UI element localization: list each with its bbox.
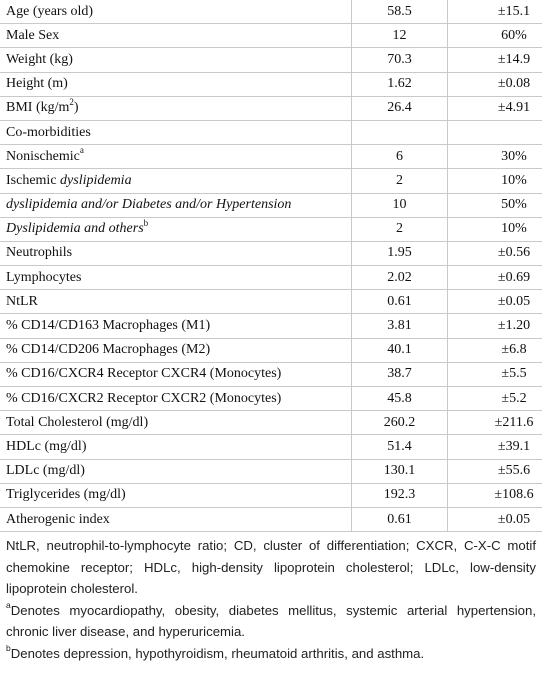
footnote-mark: b: [6, 643, 11, 654]
table-row: [0, 24, 542, 48]
table-row: [0, 72, 542, 96]
footnote-mark: a: [6, 600, 11, 611]
row-label: Ischemic dyslipidemia: [0, 169, 352, 193]
row-value: 130.1: [352, 459, 448, 483]
row-spread: ±14.9: [448, 48, 542, 72]
row-label: Lymphocytes: [0, 266, 352, 290]
row-label: Neutrophils: [0, 241, 352, 265]
row-value: 26.4: [352, 96, 448, 120]
table-row: [0, 193, 542, 217]
row-value: 2: [352, 217, 448, 241]
row-spread: ±108.6: [448, 483, 542, 507]
superscript: 2: [69, 96, 74, 107]
table-row: [0, 96, 542, 120]
table-row: [0, 266, 542, 290]
table-row: [0, 145, 542, 169]
row-label: % CD14/CD163 Macrophages (M1): [0, 314, 352, 338]
row-value: 3.81: [352, 314, 448, 338]
footnote-a: $^a$Denotes myocardiopathy, obesity, diabetes mellitus, systemic arterial hypertension, chronic liver disease, and hyperuricemia.: [6, 600, 536, 640]
row-label: % CD16/CXCR2 Receptor CXCR2 (Monocytes): [0, 387, 352, 411]
row-value: 2.02: [352, 266, 448, 290]
table-row: [0, 338, 542, 362]
row-label: Dyslipidemia and others$^b$: [0, 217, 352, 241]
table-row: [0, 217, 542, 241]
row-value-empty: [352, 120, 448, 144]
row-value: 12: [352, 24, 448, 48]
table-row: [0, 0, 542, 24]
row-spread: 30%: [448, 145, 542, 169]
row-spread: ±0.05: [448, 507, 542, 531]
table-row: [0, 362, 542, 386]
row-spread: ±4.91: [448, 96, 542, 120]
row-spread: ±0.08: [448, 72, 542, 96]
row-label: % CD14/CD206 Macrophages (M2): [0, 338, 352, 362]
table-row: [0, 314, 542, 338]
row-value: 1.62: [352, 72, 448, 96]
row-spread: ±1.20: [448, 314, 542, 338]
footnote-mark: b: [143, 217, 149, 228]
row-spread: ±55.6: [448, 459, 542, 483]
row-spread: ±211.6: [448, 411, 542, 435]
row-value: 260.2: [352, 411, 448, 435]
row-spread: 10%: [448, 169, 542, 193]
row-label: Triglycerides (mg/dl): [0, 483, 352, 507]
table-row-section-header: [0, 120, 542, 144]
row-label: % CD16/CXCR4 Receptor CXCR4 (Monocytes): [0, 362, 352, 386]
row-label: Height (m): [0, 72, 352, 96]
row-spread: ±0.69: [448, 266, 542, 290]
row-label: Total Cholesterol (mg/dl): [0, 411, 352, 435]
row-value: 192.3: [352, 483, 448, 507]
row-label: NtLR: [0, 290, 352, 314]
row-value: 40.1: [352, 338, 448, 362]
row-value: 45.8: [352, 387, 448, 411]
row-spread-empty: [448, 120, 542, 144]
row-spread: ±0.56: [448, 241, 542, 265]
row-label: Age (years old): [0, 0, 352, 24]
row-spread: 60%: [448, 24, 542, 48]
row-label: BMI $(kg/m^2)$: [0, 96, 352, 120]
row-label: HDLc (mg/dl): [0, 435, 352, 459]
row-label: dyslipidemia and/or Diabetes and/or Hypertension: [0, 193, 352, 217]
row-value: 1.95: [352, 241, 448, 265]
row-spread: ±6.8: [448, 338, 542, 362]
row-value: 38.7: [352, 362, 448, 386]
row-spread: ±15.1: [448, 0, 542, 24]
row-value: 0.61: [352, 290, 448, 314]
section-header: Co-morbidities: [0, 120, 352, 144]
table-footnotes: [0, 532, 542, 664]
table-row: [0, 48, 542, 72]
row-spread: ±5.2: [448, 387, 542, 411]
row-label: LDLc (mg/dl): [0, 459, 352, 483]
table-row: [0, 483, 542, 507]
row-label: Nonischemic$^a$: [0, 145, 352, 169]
row-spread: ±0.05: [448, 290, 542, 314]
row-spread: ±5.5: [448, 362, 542, 386]
table-row: [0, 169, 542, 193]
row-value: 51.4: [352, 435, 448, 459]
row-spread: 50%: [448, 193, 542, 217]
row-label: Weight (kg): [0, 48, 352, 72]
row-value: 6: [352, 145, 448, 169]
row-label: Male Sex: [0, 24, 352, 48]
footnote-mark: a: [79, 145, 84, 156]
table-row: [0, 387, 542, 411]
row-value: 70.3: [352, 48, 448, 72]
row-label: Atherogenic index: [0, 507, 352, 531]
row-spread: ±39.1: [448, 435, 542, 459]
abbreviations-note: NtLR, neutrophil-to-lymphocyte ratio; CD, cluster of differentiation; CXCR, C-X-C motif chemokine receptor; HDLc, high-density lipoprotein cholesterol; LDLc, low-density lipoprotein cholesterol.: [6, 538, 536, 597]
table-row: [0, 411, 542, 435]
table-row: [0, 507, 542, 531]
table-row: [0, 241, 542, 265]
row-spread: 10%: [448, 217, 542, 241]
row-value: 58.5: [352, 0, 448, 24]
table-row: [0, 459, 542, 483]
footnote-b: $^b$Denotes depression, hypothyroidism, rheumatoid arthritis, and asthma.: [6, 643, 425, 661]
table-row: [0, 435, 542, 459]
row-value: 0.61: [352, 507, 448, 531]
row-value: 2: [352, 169, 448, 193]
table-row: [0, 290, 542, 314]
row-value: 10: [352, 193, 448, 217]
